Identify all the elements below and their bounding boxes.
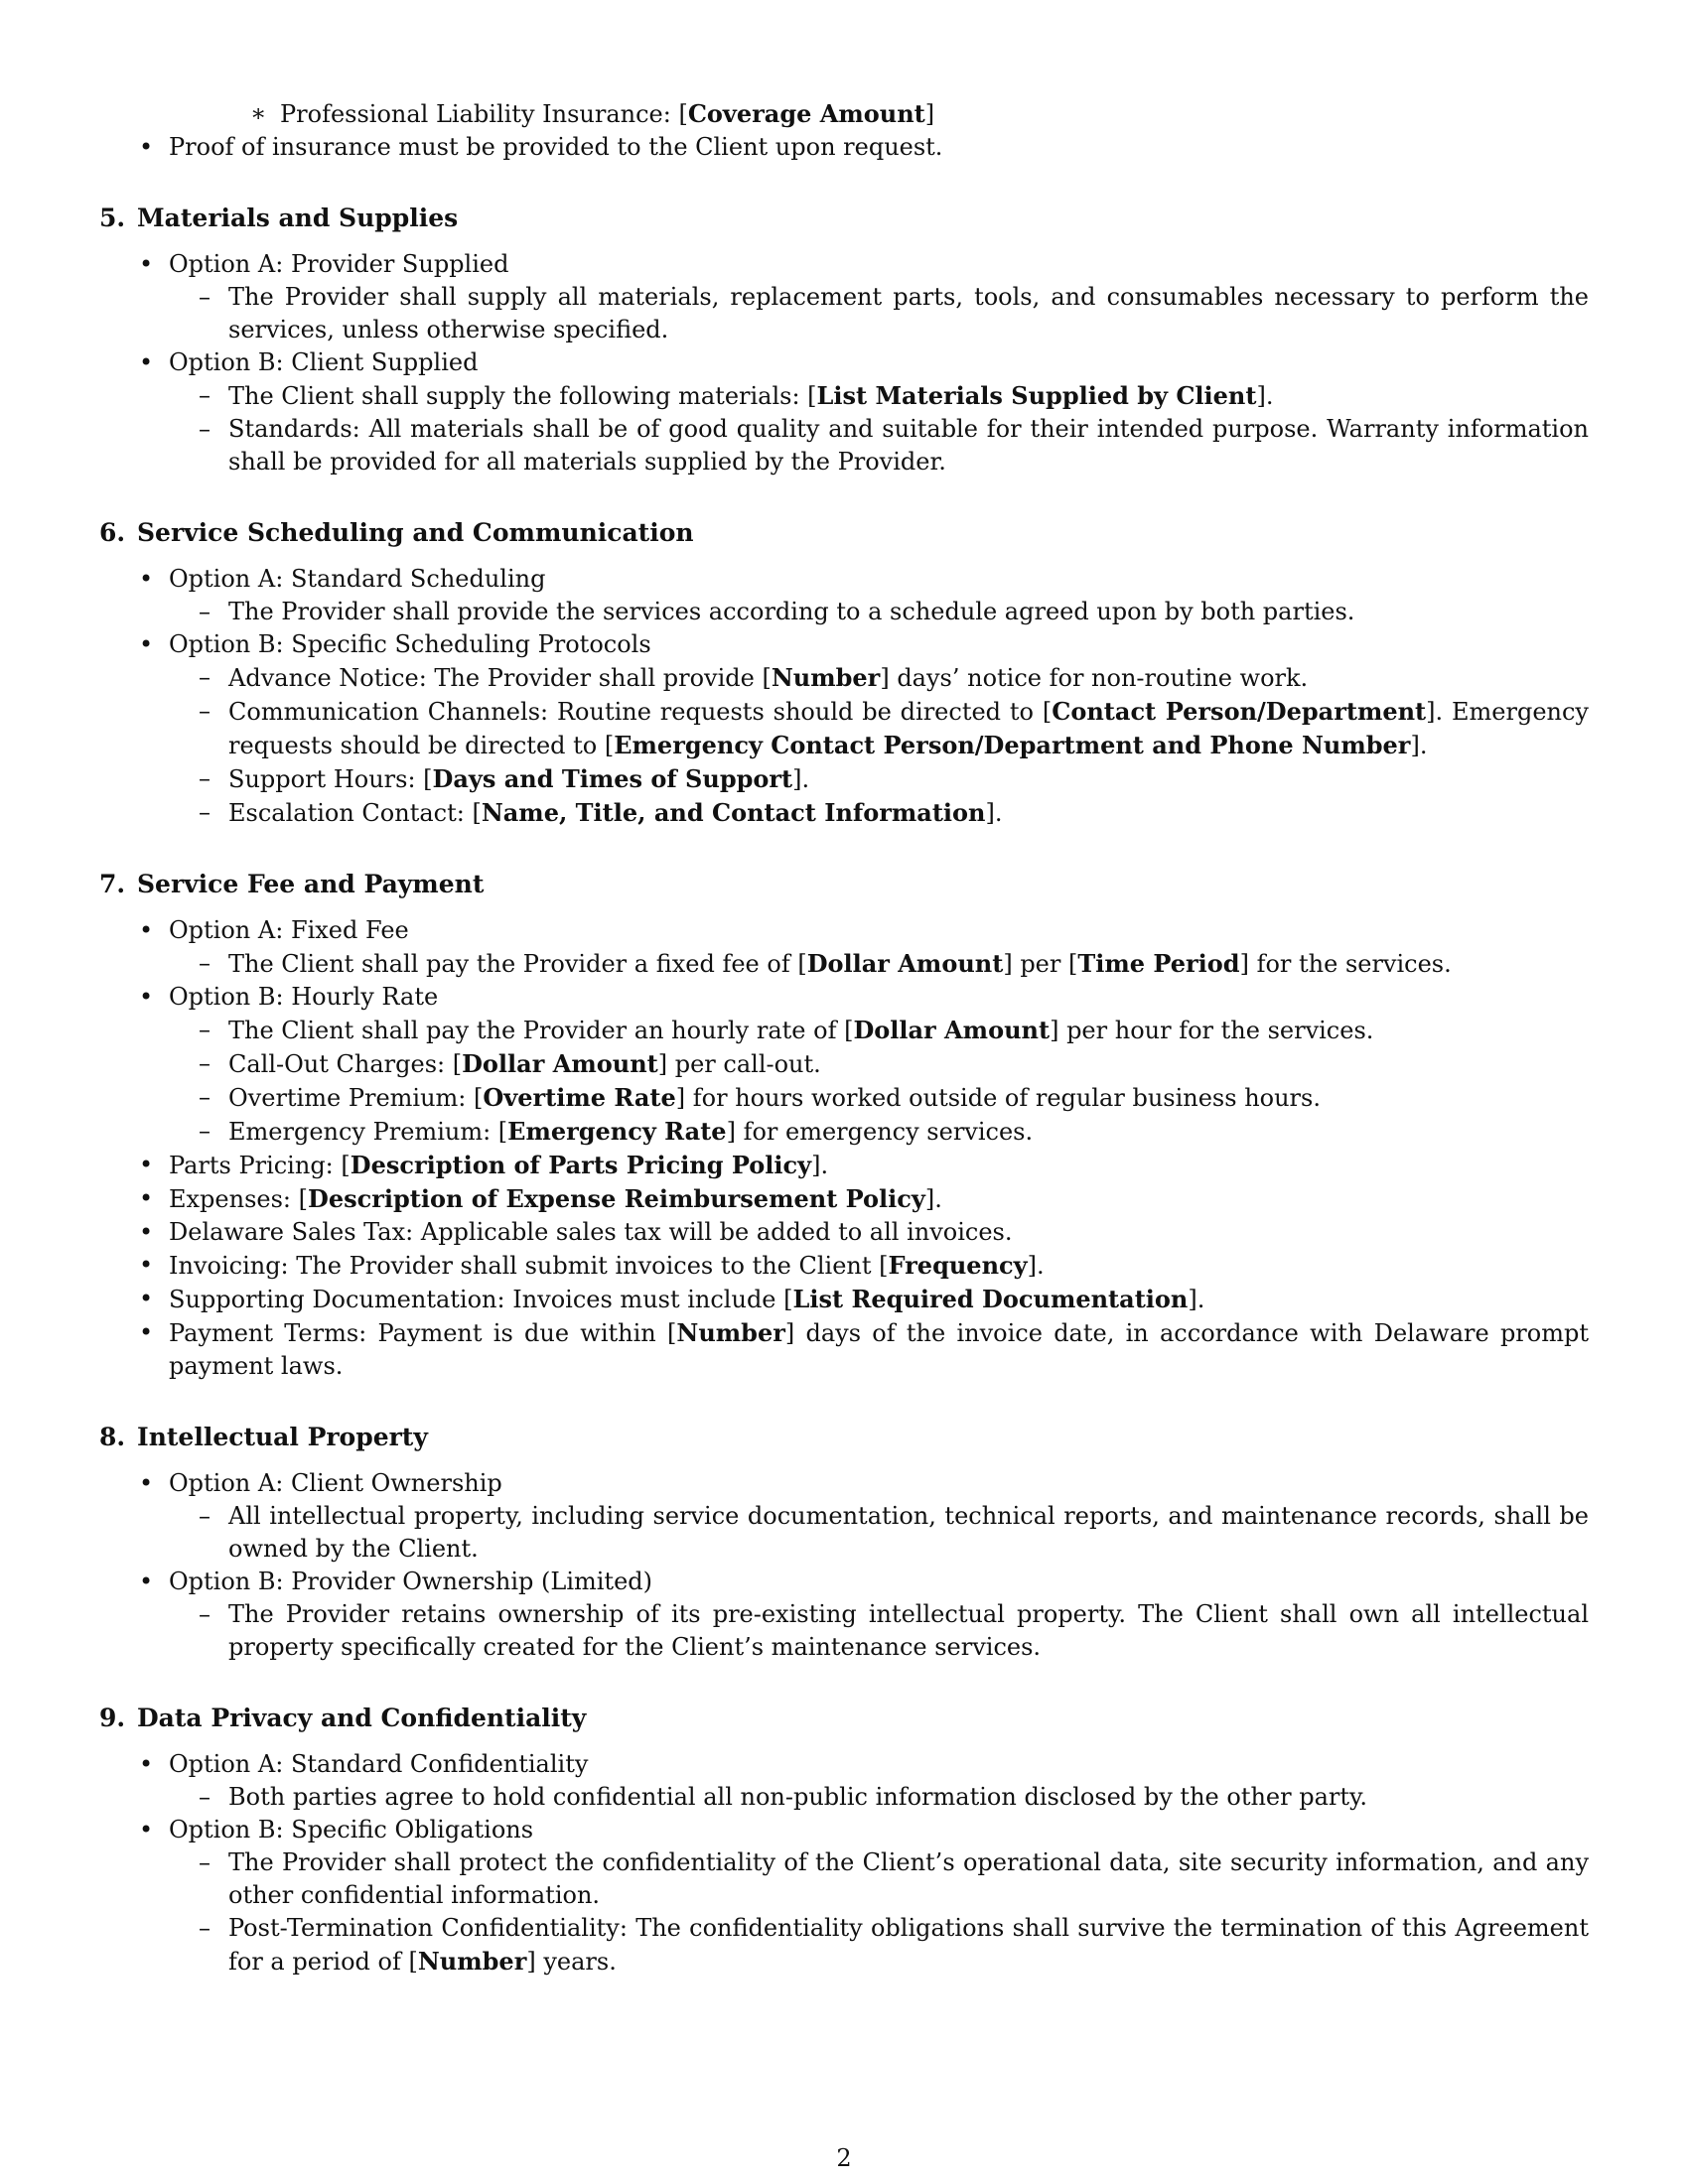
sub-item: – All intellectual property, including service documentation, technical reports, and maintenance records, shall be owned by the Client. — [199, 1502, 1589, 1563]
list-item: • Invoicing: The Provider shall submit invoices to the Client [Frequency]. — [139, 1251, 1045, 1280]
document-page — [99, 97, 1589, 1979]
insurance-subitem: ∗ Professional Liability Insurance: [Coverage Amount] — [250, 99, 935, 128]
list-item: • Option B: Hourly Rate — [139, 983, 439, 1011]
list-item: • Option A: Client Ownership — [139, 1469, 502, 1497]
sub-item: – Advance Notice: The Provider shall provide [Number] days’ notice for non-routine work. — [199, 663, 1309, 692]
sub-item: – The Client shall pay the Provider a fixed fee of [Dollar Amount] per [Time Period] for the services. — [199, 949, 1452, 978]
section-heading: 8. Intellectual Property — [99, 1423, 428, 1451]
list-item: • Option B: Specific Obligations — [139, 1816, 534, 1843]
list-item: • Option A: Standard Scheduling — [139, 565, 546, 593]
list-item: • Delaware Sales Tax: Applicable sales tax will be added to all invoices. — [139, 1218, 1013, 1246]
sub-item: – The Provider shall provide the services according to a schedule agreed upon by both parties. — [199, 598, 1355, 625]
sub-item: – The Provider shall supply all materials, replacement parts, tools, and consumables necessary to perform the services, unless otherwise specified. — [199, 283, 1589, 343]
list-item: • Proof of insurance must be provided to the Client upon request. — [139, 133, 943, 161]
sub-item: – The Provider shall protect the confidentiality of the Client’s operational data, site security information, and any other confidential information. — [199, 1848, 1589, 1909]
section-heading: 5. Materials and Supplies — [99, 204, 459, 232]
list-item: • Expenses: [Description of Expense Reimbursement Policy]. — [139, 1184, 942, 1213]
sub-item: – Standards: All materials shall be of good quality and suitable for their intended purpose. Warranty information shall be provided for all materials supplied by the Provider. — [199, 415, 1589, 476]
list-item: • Option A: Fixed Fee — [139, 916, 409, 944]
sub-item: – The Provider retains ownership of its pre-existing intellectual property. The Client shall own all intellectual property specifically created for the Client’s maintenance services. — [199, 1600, 1589, 1661]
list-item: • Option B: Provider Ownership (Limited) — [139, 1568, 652, 1595]
list-item: • Supporting Documentation: Invoices must include [List Required Documentation]. — [139, 1285, 1205, 1313]
sub-item: – Emergency Premium: [Emergency Rate] for emergency services. — [199, 1117, 1034, 1146]
list-item: • Option B: Client Supplied — [139, 348, 479, 376]
section-heading: 6. Service Scheduling and Communication — [99, 518, 694, 547]
sub-item: – Support Hours: [Days and Times of Support]. — [199, 764, 810, 793]
sub-item: – Post-Termination Confidentiality: The confidentiality obligations shall survive the termination of this Agreement for a period of [Number] years. — [199, 1914, 1589, 1976]
sub-item: – Communication Channels: Routine requests should be directed to [Contact Person/Department]. Emergency requests should be directed to [Emergency Contact Person/Department and Phone Number]. — [199, 697, 1589, 759]
list-item: • Option A: Standard Confidentiality — [139, 1750, 589, 1778]
sub-item: – Both parties agree to hold confidential all non-public information disclosed by the other party. — [199, 1783, 1368, 1811]
section-heading: 9. Data Privacy and Confidentiality — [99, 1704, 587, 1732]
page-number: 2 — [836, 2144, 852, 2172]
section-heading: 7. Service Fee and Payment — [99, 870, 485, 898]
sub-item: – Overtime Premium: [Overtime Rate] for hours worked outside of regular business hours. — [199, 1083, 1321, 1112]
list-item: • Option A: Provider Supplied — [139, 250, 509, 278]
sub-item: – Call-Out Charges: [Dollar Amount] per call-out. — [199, 1049, 821, 1078]
sub-item: – Escalation Contact: [Name, Title, and Contact Information]. — [199, 798, 1003, 827]
sub-item: – The Client shall pay the Provider an hourly rate of [Dollar Amount] per hour for the services. — [199, 1016, 1374, 1044]
list-item: • Payment Terms: Payment is due within [Number] days of the invoice date, in accordance with Delaware prompt payment laws. — [139, 1318, 1589, 1380]
sub-item: – The Client shall supply the following materials: [List Materials Supplied by Client]. — [199, 381, 1274, 410]
list-item: • Option B: Specific Scheduling Protocols — [139, 630, 651, 658]
list-item: • Parts Pricing: [Description of Parts Pricing Policy]. — [139, 1151, 829, 1179]
